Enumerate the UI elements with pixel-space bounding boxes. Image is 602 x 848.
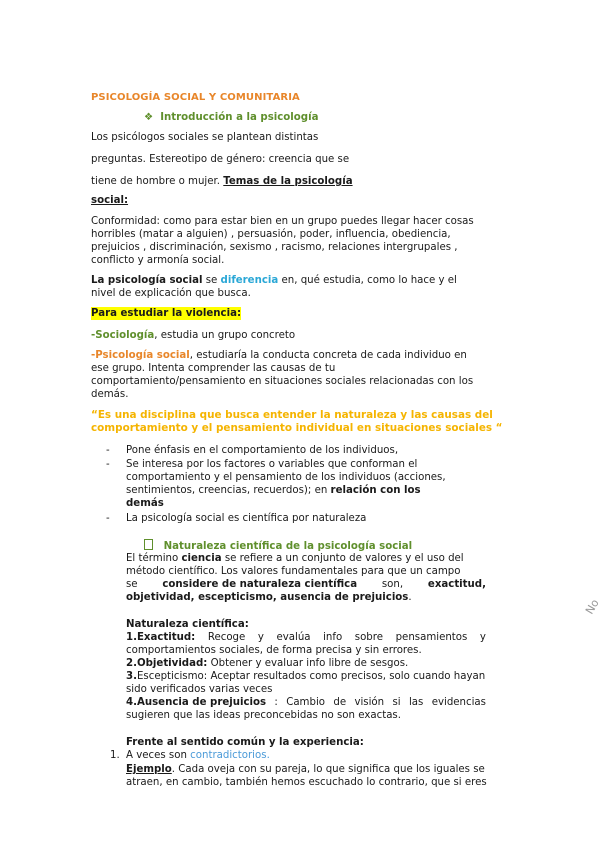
p1-line3 [91, 175, 353, 188]
ciencia-term: ciencia [181, 553, 222, 564]
psicsoc-line2: ese grupo. Intenta comprender las causas de tu [91, 363, 336, 374]
bullet-dash: - [106, 513, 110, 524]
sociologia-line [91, 329, 295, 342]
frente-heading: Frente al sentido común y la experiencia: [126, 737, 364, 748]
dash: - [91, 350, 96, 361]
item-number: 3. [126, 671, 137, 682]
list-number: 1. [110, 750, 120, 761]
psicsoc-line4: demás. [91, 389, 129, 400]
p2-line1: Conformidad: como para estar bien en un grupo puedes llegar hacer cosas [91, 216, 474, 227]
psicsoc-term: Psicología social [95, 350, 190, 361]
bullet-2-bold: relación con los [330, 485, 421, 496]
side-note: No [583, 597, 602, 617]
bullet-3: La psicología social es científica por naturaleza [126, 513, 367, 524]
nat-heading-text: Naturaleza científica de la psicología social [163, 541, 413, 552]
box-icon [144, 539, 153, 550]
temas-heading: Temas de la psicología [223, 176, 353, 187]
contradictorios-term: contradictorios [190, 750, 267, 761]
exactitud-term: exactitud, [427, 579, 486, 590]
bullet-2-line4: demás [126, 498, 164, 509]
nc-item3-line2: sido verificados varias veces [126, 684, 273, 695]
p2-line4: conflicto y armonía social. [91, 255, 225, 266]
ejemplo-line2: atraen, en cambio, también hemos escuchado lo contrario, que si eres [126, 777, 487, 788]
escepticismo-desc: Escepticismo: Aceptar resultados como precisos, solo cuando hayan [136, 671, 486, 682]
period: . [266, 750, 270, 761]
p3-text: se [202, 275, 221, 286]
p1-line2: preguntas. Estereotipo de género: creencia que se [91, 154, 350, 165]
ejemplo-label: Ejemplo [126, 764, 172, 775]
prejuicios-desc: : [274, 697, 278, 708]
nat-line2: método científico. Los valores fundamentales para que un campo [126, 566, 461, 577]
nat-heading [144, 539, 412, 553]
nc-heading: Naturaleza científica: [126, 619, 249, 630]
p3-diferencia: diferencia [220, 275, 279, 286]
prejuicios-label: 4.Ausencia de prejuicios [126, 697, 267, 708]
values-list: objetividad, escepticismo, ausencia de prejuicios [126, 592, 409, 603]
intro-heading-text: Introducción a la psicología [160, 112, 319, 123]
p2-line3: prejuicios , discriminación, sexismo , racismo, relaciones intergrupales , [91, 242, 458, 253]
quote-line2: comportamiento y el pensamiento individual en situaciones sociales “ [91, 422, 503, 434]
objetividad-label: 2.Objetividad: [126, 658, 208, 669]
psicsoc-text: , estudiaría la conducta concreta de cada individuo en [189, 350, 467, 361]
considere-term: considere de naturaleza científica [162, 579, 358, 590]
exactitud-label: 1.Exactitud: [126, 632, 196, 643]
sociologia-term: Sociología [95, 330, 155, 341]
sociologia-text: , estudia un grupo concreto [154, 330, 296, 341]
violence-heading: Para estudiar la violencia: [91, 308, 242, 319]
quote-line1: “Es una disciplina que busca entender la naturaleza y las causas del [91, 409, 493, 421]
bullet-2-line3 [126, 484, 421, 497]
ejemplo-line1 [126, 763, 485, 776]
intro-heading [144, 111, 318, 124]
bullet-2-line1: Se interesa por los factores o variables que conforman el [126, 459, 418, 470]
frente-item1 [126, 749, 270, 762]
temas-heading-cont: social: [91, 195, 129, 206]
psicsoc-line1 [91, 349, 467, 362]
bullet-2-text: sentimientos, creencias, recuerdos); en [126, 485, 331, 496]
nat-text-2: se refiere a un conjunto de valores y el uso del [221, 553, 464, 564]
p3-line1 [91, 274, 457, 287]
psicsoc-line3: comportamiento/pensamiento en situaciones sociales relacionadas con los [91, 376, 474, 387]
nat-text: El término [126, 553, 182, 564]
p3-bold: La psicología social [91, 275, 203, 286]
nat-text-3: se [126, 579, 138, 590]
nc-item2 [126, 657, 408, 670]
nat-line4 [126, 591, 412, 604]
nc-item1-line2: comportamientos sociales, de forma precisa y sin errores. [126, 645, 422, 656]
diamond-icon: ❖ [144, 112, 154, 123]
p3-text-2: en, qué estudia, como lo hace y el [278, 275, 457, 286]
nc-item1: 1.Exactitud: Recoge y evalúa info sobre pensamientos y [126, 632, 486, 643]
nat-line3 [126, 578, 486, 591]
p1-line3-text: tiene de hombre o mujer. [91, 176, 224, 187]
ejemplo-text: . Cada oveja con su pareja, lo que significa que los iguales se [171, 764, 485, 775]
nc-item3 [126, 670, 485, 683]
p1-line1: Los psicólogos sociales se plantean distintas [91, 132, 319, 143]
objetividad-desc: Obtener y evaluar info libre de sesgos. [207, 658, 409, 669]
exactitud-desc: Recoge [207, 632, 246, 643]
bullet-dash: - [106, 459, 110, 470]
page-title: PSICOLOGÍA SOCIAL Y COMUNITARIA [91, 92, 300, 103]
nc-item4-line2: sugieren que las ideas preconcebidas no son exactas. [126, 710, 401, 721]
dash: - [91, 330, 96, 341]
bullet-2-line2: comportamiento y el pensamiento de los individuos (acciones, [126, 472, 446, 483]
bullet-1: Pone énfasis en el comportamiento de los individuos, [126, 445, 399, 456]
p2-line2: horribles (matar a alguien) , persuasión, poder, influencia, obediencia, [91, 229, 451, 240]
period: . [408, 592, 412, 603]
bullet-dash: - [106, 445, 110, 456]
nat-text-4: son, [381, 579, 404, 590]
frente-text: A veces son [126, 750, 191, 761]
p3-line2: nivel de explicación que busca. [91, 288, 251, 299]
nat-line1 [126, 552, 464, 565]
nc-item4: 4.Ausencia de prejuicios : Cambio de visión si las evidencias [126, 697, 486, 708]
